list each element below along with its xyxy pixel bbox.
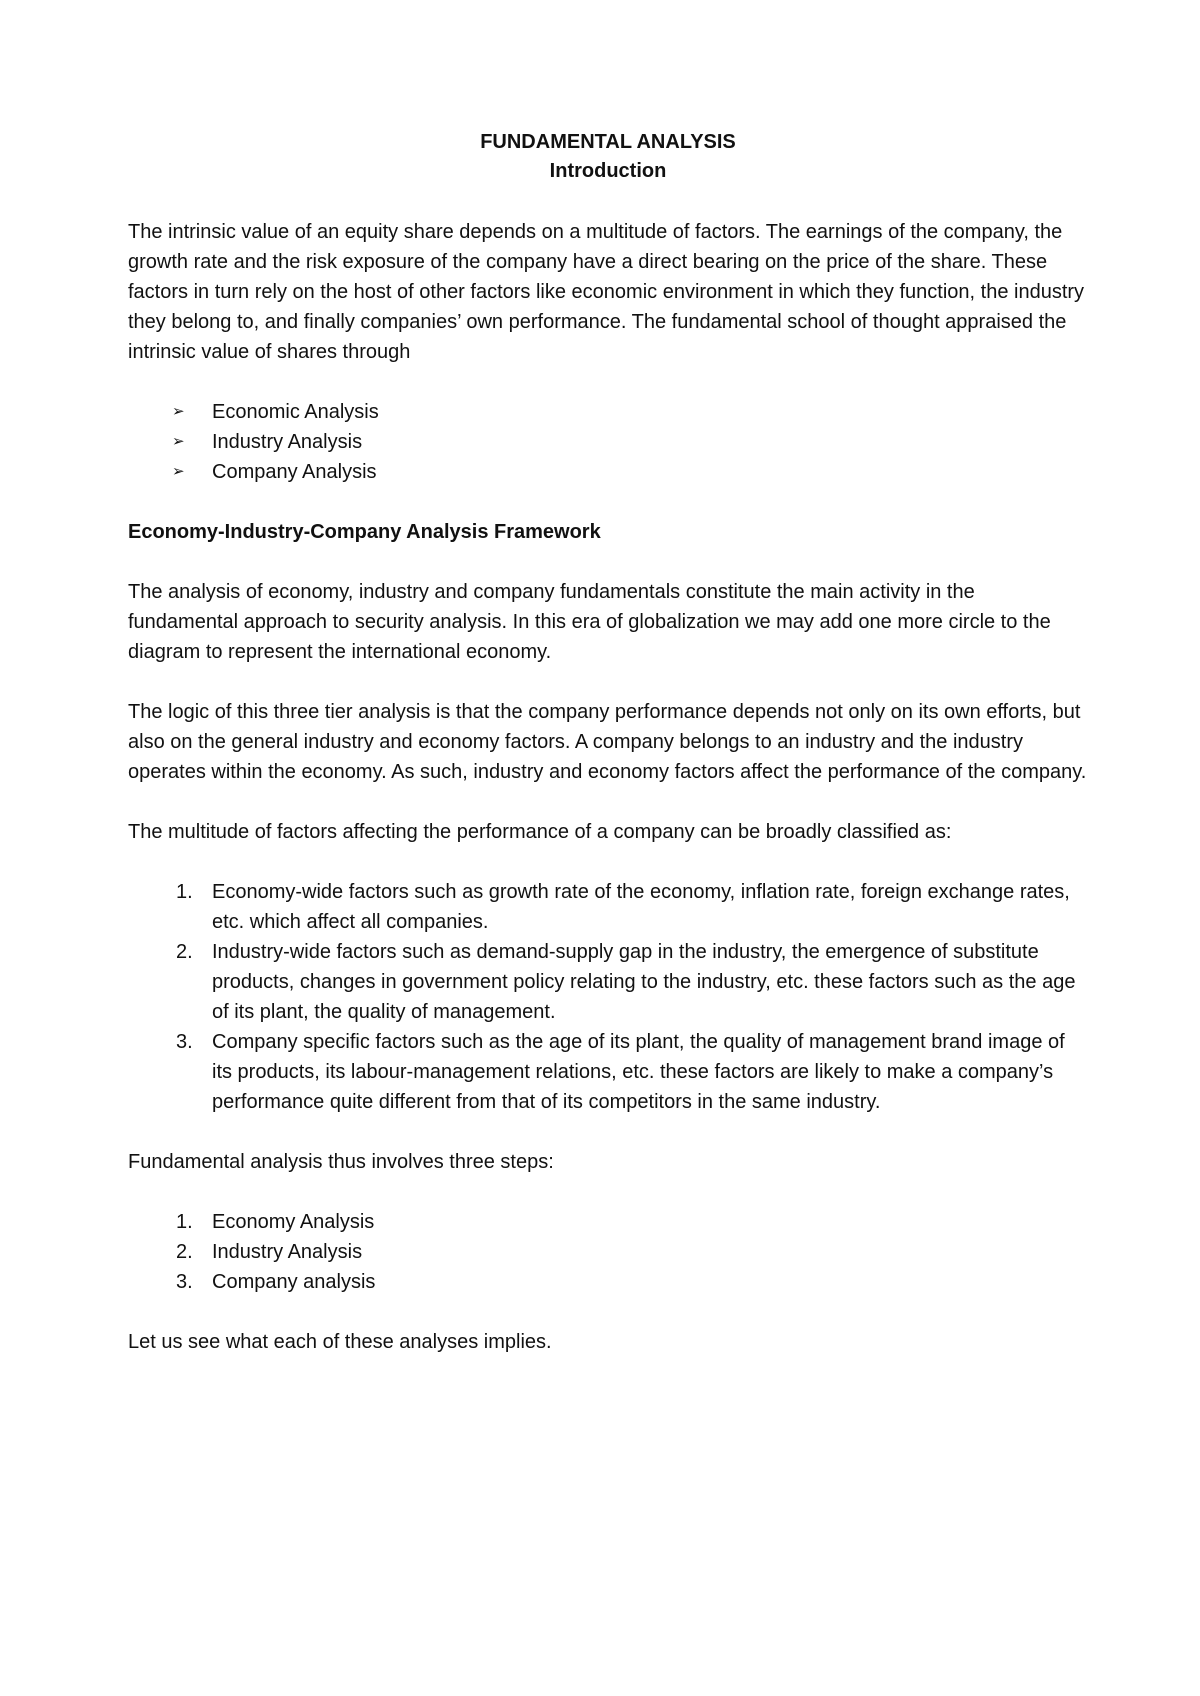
list-number: 3. — [176, 1031, 193, 1053]
list-item-text: Economy Analysis — [212, 1211, 375, 1233]
list-item-text: Industry Analysis — [212, 1241, 363, 1263]
list-item-text: Company Analysis — [212, 461, 377, 483]
list-item — [176, 877, 1088, 937]
factors-intro: The multitude of factors affecting the performance of a company can be broadly classified as: — [128, 821, 952, 843]
factors-list — [128, 877, 1088, 1117]
list-item-text: Company analysis — [212, 1271, 376, 1293]
list-item-text: Industry Analysis — [212, 431, 363, 453]
list-item — [176, 1207, 1088, 1237]
list-item-text: Company specific factors such as the age of its plant, the quality of management brand image of its products, its labour-management relations, etc. these factors are likely to make a company’s performance quite different from that of its competitors in the same industry. — [212, 1031, 1065, 1113]
list-number: 1. — [176, 881, 193, 903]
approach-list — [128, 397, 1088, 487]
document-subtitle: Introduction — [549, 160, 667, 182]
framework-paragraph: The analysis of economy, industry and company fundamentals constitute the main activity in the fundamental approach to security analysis. In this era of globalization we may add one more circle to the diagram to represent the international economy. — [128, 581, 1051, 663]
intro-paragraph: The intrinsic value of an equity share depends on a multitude of factors. The earnings of the company, the growth rate and the risk exposure of the company have a direct bearing on the price of the share. These factors in turn rely on the host of other factors like economic environment in which they function, the industry they belong to, and finally companies’ own performance. The fundamental school of thought appraised the intrinsic value of shares through — [128, 221, 1085, 363]
list-number: 1. — [176, 1211, 193, 1233]
steps-list — [128, 1207, 1088, 1297]
list-item-text: Industry-wide factors such as demand-supply gap in the industry, the emergence of substitute products, changes in government policy relating to the industry, etc. these factors such as the age of its plant, the quality of management. — [212, 941, 1076, 1023]
list-item — [172, 397, 1088, 427]
list-item — [176, 1267, 1088, 1297]
list-item-text: Economy-wide factors such as growth rate of the economy, inflation rate, foreign exchange rates, etc. which affect all companies. — [212, 881, 1070, 933]
list-number: 2. — [176, 941, 193, 963]
document-page — [128, 128, 1088, 1387]
arrow-bullet-icon: ➢ — [172, 433, 185, 450]
title-block — [128, 128, 1088, 186]
arrow-bullet-icon: ➢ — [172, 463, 185, 480]
list-item — [176, 1237, 1088, 1267]
list-item — [172, 457, 1088, 487]
framework-heading: Economy-Industry-Company Analysis Framework — [128, 521, 601, 543]
list-number: 2. — [176, 1241, 193, 1263]
steps-intro: Fundamental analysis thus involves three steps: — [128, 1151, 554, 1173]
closing-paragraph: Let us see what each of these analyses implies. — [128, 1331, 552, 1353]
list-item — [176, 937, 1088, 1027]
logic-paragraph: The logic of this three tier analysis is that the company performance depends not only on its own efforts, but also on the general industry and economy factors. A company belongs to an industry and the industry operates within the economy. As such, industry and economy factors affect the performance of the company. — [128, 701, 1087, 783]
list-item — [172, 427, 1088, 457]
list-item — [176, 1027, 1088, 1117]
arrow-bullet-icon: ➢ — [172, 403, 185, 420]
list-number: 3. — [176, 1271, 193, 1293]
list-item-text: Economic Analysis — [212, 401, 379, 423]
document-title: FUNDAMENTAL ANALYSIS — [480, 131, 736, 153]
